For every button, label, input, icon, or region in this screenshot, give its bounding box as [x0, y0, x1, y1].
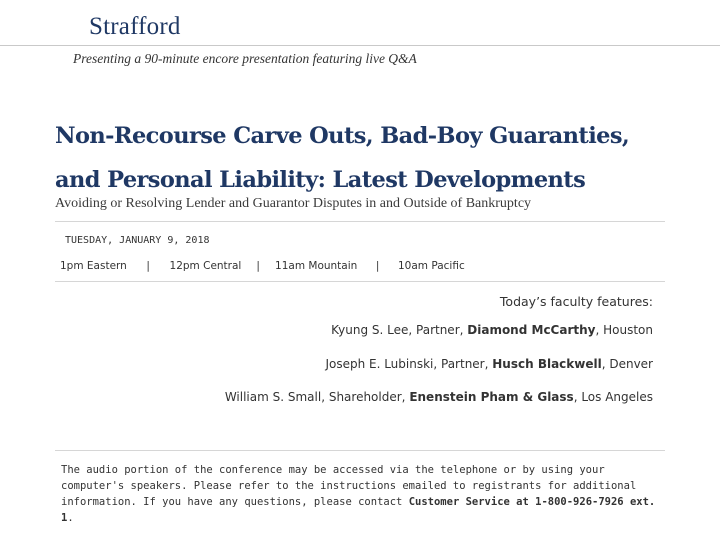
title-line-2: and Personal Liability: Latest Developments: [55, 167, 586, 193]
event-times: [60, 260, 465, 272]
time-mountain: 11am Mountain: [275, 260, 358, 272]
speaker-name-role: Kyung S. Lee, Partner,: [331, 323, 468, 337]
page-title: [55, 114, 695, 202]
time-separator: |: [256, 260, 260, 272]
time-separator: |: [375, 260, 380, 272]
title-line-1: Non-Recourse Carve Outs, Bad-Boy Guaranties,: [55, 123, 630, 149]
speaker-2: [325, 357, 653, 371]
customer-service-contact: Customer Service at 1-800-926-7926 ext. 1: [61, 496, 656, 524]
tagline: Presenting a 90-minute encore presentation featuring live Q&A: [73, 51, 417, 66]
speaker-3: [225, 390, 653, 404]
speaker-name-role: Joseph E. Lubinski, Partner,: [325, 357, 493, 371]
divider-1: [55, 221, 665, 222]
subtitle: Avoiding or Resolving Lender and Guarantor Disputes in and Outside of Bankruptcy: [55, 196, 532, 211]
speaker-name-role: William S. Small, Shareholder,: [224, 390, 410, 404]
time-central: 12pm Central: [169, 260, 242, 272]
strafford-logo: Strafford: [89, 13, 181, 40]
footer-text: The audio portion of the conference may be accessed via the telephone or by using your computer's speakers. Please refer to the instructions emailed to registrants for additional information. If you have any questions, please contact: [61, 464, 637, 508]
header-divider: [0, 45, 720, 46]
footer-end: .: [67, 512, 74, 524]
divider-2: [55, 281, 665, 282]
time-pacific: 10am Pacific: [398, 260, 465, 272]
speaker-location: , Los Angeles: [573, 390, 653, 404]
event-date: TUESDAY, JANUARY 9, 2018: [65, 235, 210, 246]
speaker-1: [331, 323, 653, 337]
speaker-location: , Houston: [595, 323, 653, 337]
speaker-firm: Diamond McCarthy: [467, 323, 596, 337]
time-separator: |: [146, 260, 150, 272]
speaker-location: , Denver: [601, 357, 653, 371]
time-eastern: 1pm Eastern: [60, 260, 127, 272]
speaker-firm: Enenstein Pham & Glass: [409, 390, 574, 404]
footer-note: [61, 462, 661, 526]
faculty-heading: Today’s faculty features:: [499, 294, 653, 309]
speaker-firm: Husch Blackwell: [492, 357, 602, 371]
divider-3: [55, 450, 665, 451]
